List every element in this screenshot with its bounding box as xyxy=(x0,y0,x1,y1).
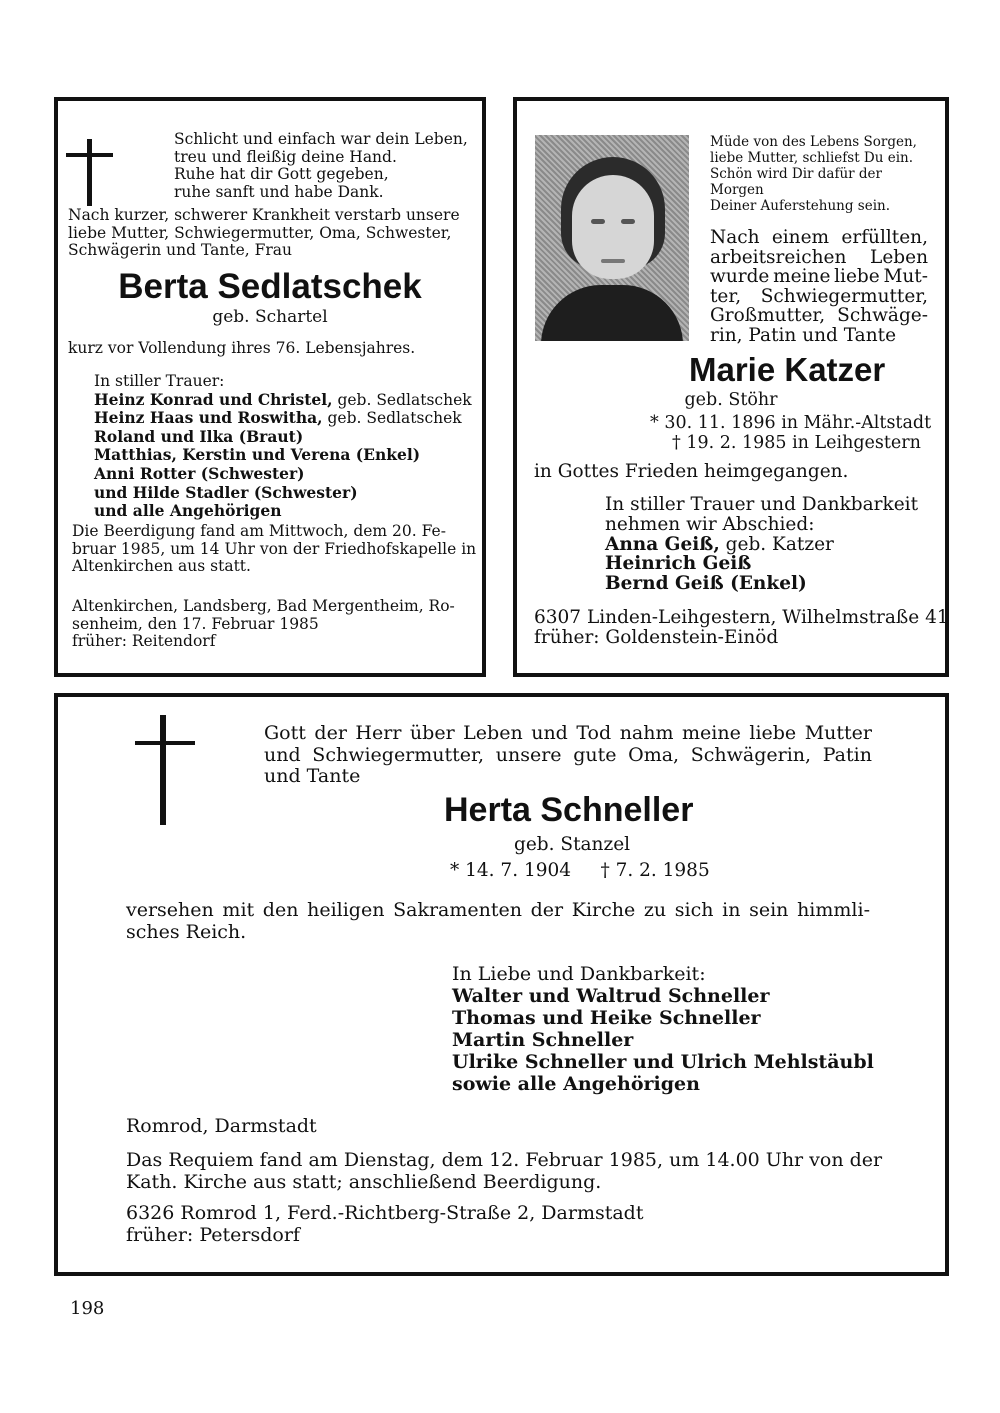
portrait-eye xyxy=(621,219,635,224)
mourner-name: und Hilde Stadler (Schwester) xyxy=(94,482,358,502)
mourner: Martin Schneller xyxy=(452,1029,634,1051)
text-line: Schwägerin und Tante, Frau xyxy=(68,241,292,259)
poem-line: Ruhe hat dir Gott gegeben, xyxy=(174,165,389,183)
mourner xyxy=(94,465,472,484)
cross-icon xyxy=(87,139,92,206)
mourner-detail: geb. Sedlatschek xyxy=(322,409,462,428)
deceased-name: Marie Katzer xyxy=(689,351,886,388)
text-line: früher: Reitendorf xyxy=(72,632,216,650)
portrait-mouth xyxy=(601,259,625,263)
text-line: Nach einem erfüllten, xyxy=(710,227,928,248)
text-line: Das Requiem fand am Dienstag, dem 12. Februar 1985, um 14.00 Uhr von der xyxy=(126,1149,883,1171)
mourners-list xyxy=(452,963,874,1095)
memorial-poem xyxy=(710,134,917,214)
text-line: Gott der Herr über Leben und Tod nahm meine liebe Mutter xyxy=(264,722,872,744)
text-line: wurde meine liebe Mut- xyxy=(710,266,928,288)
place: Romrod, Darmstadt xyxy=(126,1115,317,1137)
mourner-detail: geb. Sedlatschek xyxy=(332,390,472,409)
portrait-eye xyxy=(591,219,605,224)
text-line: ter, Schwiegermutter, xyxy=(710,285,928,307)
portrait-face xyxy=(572,175,654,279)
text-line: Kath. Kirche aus statt; anschließend Beerdigung. xyxy=(126,1171,602,1193)
cross-icon-bar xyxy=(66,153,113,157)
obituary-berta-sedlatschek xyxy=(54,97,486,677)
address xyxy=(534,608,949,648)
poem-line: Deiner Auferstehung sein. xyxy=(710,198,891,214)
death-announcement xyxy=(710,228,928,346)
funeral-info xyxy=(72,523,476,576)
mourner xyxy=(94,391,472,410)
mourner xyxy=(605,535,918,555)
text-line: und Schwiegermutter, unsere gute Oma, Schwägerin, Patin xyxy=(264,743,872,766)
mourner-name: Matthias, Kerstin und Verena (Enkel) xyxy=(94,445,421,465)
text-line: Die Beerdigung fand am Mittwoch, dem 20. Fe- xyxy=(72,522,446,540)
mourning-heading: nehmen wir Abschied: xyxy=(605,513,815,535)
mourner xyxy=(605,574,918,594)
portrait-body xyxy=(541,285,683,341)
text-line: versehen mit den heiligen Sakramenten der Kirche zu sich in sein himmli- xyxy=(126,899,870,921)
poem-line: Schön wird Dir dafür der xyxy=(710,166,882,182)
text-line: Nach kurzer, schwerer Krankheit verstarb unsere xyxy=(68,206,460,224)
mourner xyxy=(94,428,472,447)
life-dates: * 14. 7. 1904 † 7. 2. 1985 xyxy=(450,860,710,881)
cross-icon-bar xyxy=(135,741,195,745)
birth-date: * 30. 11. 1896 in Mähr.-Altstadt xyxy=(650,413,932,433)
mourner xyxy=(94,409,472,428)
address xyxy=(126,1202,643,1246)
mourner-name: Heinrich Geiß xyxy=(605,553,752,575)
text-line: und Tante xyxy=(264,765,361,787)
mourning-heading: In stiller Trauer und Dankbarkeit xyxy=(605,494,919,515)
age-note: kurz vor Vollendung ihres 76. Lebensjahres. xyxy=(68,339,416,357)
mourner-detail: geb. Katzer xyxy=(719,533,834,555)
poem-line: Müde von des Lebens Sorgen, xyxy=(710,134,917,150)
text-line: senheim, den 17. Februar 1985 xyxy=(72,614,319,633)
death-announcement xyxy=(264,723,872,788)
mourner xyxy=(94,502,472,521)
birth-name: geb. Schartel xyxy=(212,307,328,327)
mourner-name: Roland und Ilka (Braut) xyxy=(94,426,304,446)
mourner xyxy=(94,446,472,465)
mourner-name: Anni Rotter (Schwester) xyxy=(94,463,305,483)
obituary-herta-schneller xyxy=(54,693,949,1276)
mourning-heading: In stiller Trauer: xyxy=(94,372,225,390)
cross-icon xyxy=(160,715,166,825)
text-line: sches Reich. xyxy=(126,920,247,943)
memorial-poem xyxy=(174,131,468,201)
mourner-name: Heinz Konrad und Christel, xyxy=(94,389,333,409)
death-announcement xyxy=(68,207,460,260)
text-line: arbeitsreichen Leben xyxy=(710,246,928,268)
deceased-name: Herta Schneller xyxy=(444,791,694,829)
mourner-name: Bernd Geiß (Enkel) xyxy=(605,573,807,595)
text-line: früher: Petersdorf xyxy=(126,1224,300,1246)
page-number: 198 xyxy=(70,1298,105,1319)
birth-name: geb. Stöhr xyxy=(684,390,778,410)
mourner-name: und alle Angehörigen xyxy=(94,501,282,521)
portrait-photo xyxy=(535,135,689,341)
mourner-name: Heinz Haas und Roswitha, xyxy=(94,408,323,428)
mourner xyxy=(605,554,918,574)
text-line: bruar 1985, um 14 Uhr von der Friedhofskapelle in xyxy=(72,539,477,558)
mourning-heading: In Liebe und Dankbarkeit: xyxy=(452,963,706,985)
death-date: † 19. 2. 1985 in Leihgestern xyxy=(672,433,921,453)
text-line: 6326 Romrod 1, Ferd.-Richtberg-Straße 2, Darmstadt xyxy=(126,1202,644,1224)
poem-line: Morgen xyxy=(710,182,764,198)
places-and-date xyxy=(72,598,455,651)
mourners-list xyxy=(605,495,918,594)
mourner: Ulrike Schneller und Ulrich Mehlstäubl xyxy=(452,1051,874,1073)
text-line: rin, Patin und Tante xyxy=(710,324,897,346)
text-line: früher: Goldenstein-Einöd xyxy=(534,627,779,648)
poem-line: treu und fleißig deine Hand. xyxy=(174,147,397,166)
poem-line: liebe Mutter, schliefst Du ein. xyxy=(710,150,914,166)
text-line: Altenkirchen aus statt. xyxy=(72,557,251,575)
life-dates xyxy=(650,413,931,453)
mourner-name: Anna Geiß, xyxy=(605,533,720,555)
mourner: Thomas und Heike Schneller xyxy=(452,1007,761,1029)
obituary-marie-katzer xyxy=(513,97,949,677)
text-line: Altenkirchen, Landsberg, Bad Mergentheim, Ro- xyxy=(72,597,455,615)
mourner xyxy=(94,484,472,503)
mourner: sowie alle Angehörigen xyxy=(452,1073,700,1095)
mourners-list xyxy=(94,373,472,521)
deceased-name: Berta Sedlatschek xyxy=(118,267,422,306)
sacraments-note xyxy=(126,900,870,943)
text-line: Großmutter, Schwäge- xyxy=(710,305,928,327)
peace-note: in Gottes Frieden heimgegangen. xyxy=(534,461,849,482)
mourner: Walter und Waltrud Schneller xyxy=(452,985,770,1007)
poem-line: ruhe sanft und habe Dank. xyxy=(174,182,384,201)
requiem-info xyxy=(126,1149,882,1193)
text-line: 6307 Linden-Leihgestern, Wilhelmstraße 41 xyxy=(534,607,949,628)
poem-line: Schlicht und einfach war dein Leben, xyxy=(174,130,468,148)
birth-name: geb. Stanzel xyxy=(514,834,631,855)
text-line: liebe Mutter, Schwiegermutter, Oma, Schwester, xyxy=(68,223,452,242)
